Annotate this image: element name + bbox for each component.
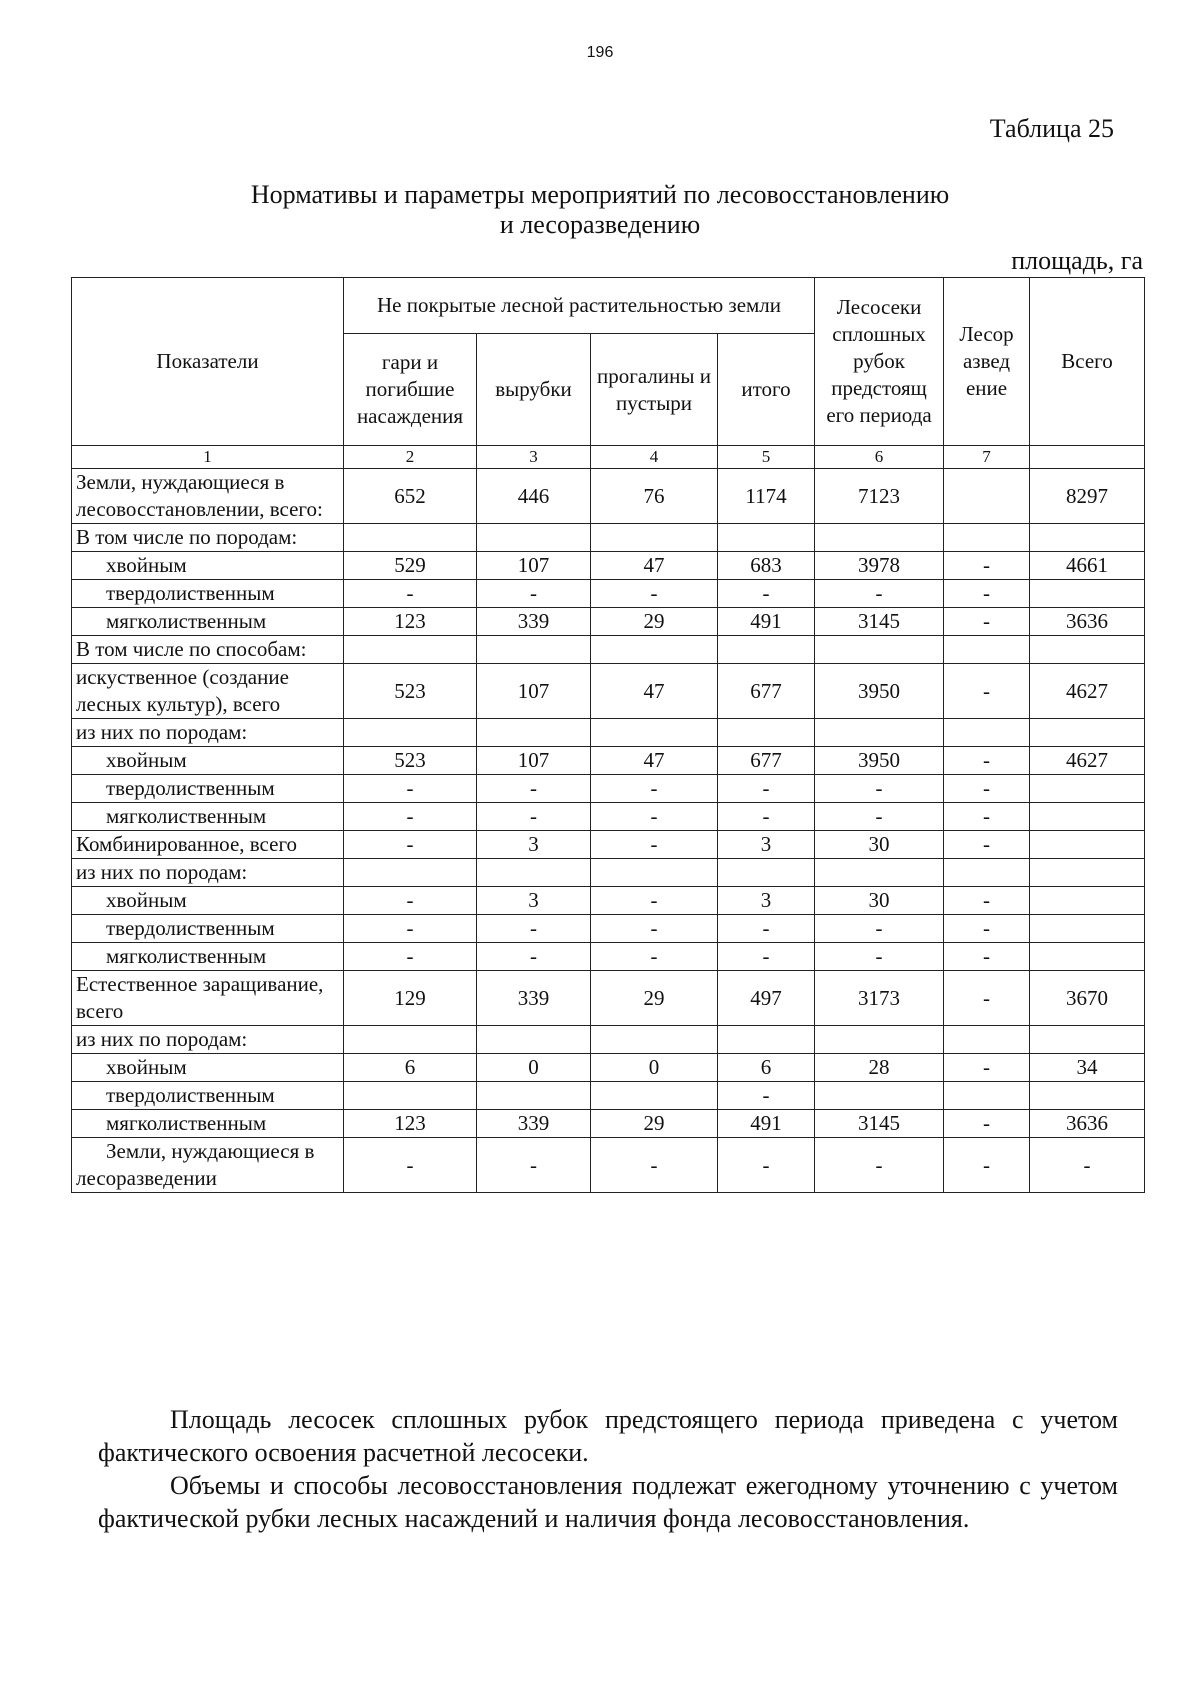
table-cell [1030, 524, 1145, 552]
table-cell: - [718, 580, 815, 608]
column-number: 7 [944, 446, 1030, 469]
table-cell: 47 [591, 664, 718, 719]
row-label: из них по породам: [72, 719, 344, 747]
header-total: Всего [1030, 278, 1145, 446]
table-cell: - [344, 831, 477, 859]
paragraph-2-text: Объемы и способы лесовосстановления подлежат ежегодному уточнению с учетом фактической рубки лесных насаждений и наличия фонда лесовосстановления. [98, 1471, 1118, 1533]
table-cell: - [591, 915, 718, 943]
table-row [72, 887, 1145, 915]
table-cell [477, 636, 591, 664]
table-row [72, 1026, 1145, 1054]
table-cell: 3145 [815, 608, 944, 636]
header-subtotal: итого [718, 334, 815, 446]
table-cell: - [944, 1054, 1030, 1082]
table-cell [477, 719, 591, 747]
row-label: из них по породам: [72, 1026, 344, 1054]
table-cell: 339 [477, 1110, 591, 1138]
table-cell [1030, 775, 1145, 803]
table-cell [344, 1026, 477, 1054]
table-cell: - [944, 1110, 1030, 1138]
table-cell [815, 719, 944, 747]
table-cell: 339 [477, 608, 591, 636]
table-cell: - [718, 1082, 815, 1110]
table-cell: - [944, 608, 1030, 636]
table-cell [344, 859, 477, 887]
table-cell: - [944, 831, 1030, 859]
table-cell: 129 [344, 971, 477, 1026]
table-cell [477, 859, 591, 887]
column-number: 5 [718, 446, 815, 469]
table-cell: - [344, 887, 477, 915]
table-cell: - [944, 803, 1030, 831]
table-cell [815, 1026, 944, 1054]
column-number: 2 [344, 446, 477, 469]
table-cell [944, 1082, 1030, 1110]
table-cell: 677 [718, 664, 815, 719]
table-cell: - [344, 580, 477, 608]
table-row [72, 719, 1145, 747]
table-cell: 529 [344, 552, 477, 580]
row-label: твердолиственным [72, 915, 344, 943]
table-row [72, 608, 1145, 636]
table-cell [718, 524, 815, 552]
table-row [72, 1054, 1145, 1082]
table-cell [815, 1082, 944, 1110]
table-row [72, 915, 1145, 943]
table-row [72, 664, 1145, 719]
header-cuttings: вырубки [477, 334, 591, 446]
table-label: Таблица 25 [989, 114, 1114, 143]
table-cell [344, 1082, 477, 1110]
table-cell [815, 859, 944, 887]
table-cell [477, 1082, 591, 1110]
table-cell: 3 [477, 887, 591, 915]
title-line-2: и лесоразведению [499, 210, 701, 239]
table-row [72, 552, 1145, 580]
table-cell: - [477, 580, 591, 608]
header-indicators: Показатели [72, 278, 344, 446]
table-row [72, 1138, 1145, 1193]
table-cell: 107 [477, 747, 591, 775]
table-row [72, 943, 1145, 971]
row-label: В том числе по способам: [72, 636, 344, 664]
table-cell: 3670 [1030, 971, 1145, 1026]
table-cell: - [944, 664, 1030, 719]
table-cell: 497 [718, 971, 815, 1026]
table-cell: 30 [815, 887, 944, 915]
table-cell: 3978 [815, 552, 944, 580]
table-cell [1030, 719, 1145, 747]
table-cell [344, 524, 477, 552]
paragraph-1-text: Площадь лесосек сплошных рубок предстоящего периода приведена с учетом фактического освоения расчетной лесосеки. [98, 1405, 1118, 1467]
table-cell [591, 1082, 718, 1110]
table-cell: 6 [344, 1054, 477, 1082]
table-cell: - [944, 552, 1030, 580]
table-cell: 4661 [1030, 552, 1145, 580]
header-group: Не покрытые лесной растительностью земли [344, 278, 815, 334]
table-cell [944, 524, 1030, 552]
table-cell: 0 [591, 1054, 718, 1082]
row-label: В том числе по породам: [72, 524, 344, 552]
table-cell: 3 [718, 887, 815, 915]
table-cell [1030, 859, 1145, 887]
table-cell: 491 [718, 1110, 815, 1138]
table-cell: 34 [1030, 1054, 1145, 1082]
table-cell [944, 859, 1030, 887]
table-row [72, 775, 1145, 803]
table-cell: - [591, 1138, 718, 1193]
table-cell: 683 [718, 552, 815, 580]
table-cell: 47 [591, 747, 718, 775]
table-cell [815, 524, 944, 552]
table-cell: 0 [477, 1054, 591, 1082]
table-cell: 652 [344, 469, 477, 524]
table-cell: - [815, 1138, 944, 1193]
table-row [72, 831, 1145, 859]
table-cell: 4627 [1030, 664, 1145, 719]
table-cell: - [718, 803, 815, 831]
table-cell: - [718, 943, 815, 971]
table-cell: - [344, 775, 477, 803]
table-cell: - [815, 915, 944, 943]
table-row [72, 1110, 1145, 1138]
table-cell [718, 1026, 815, 1054]
table-row [72, 1082, 1145, 1110]
row-label: мягколиственным [72, 943, 344, 971]
table-cell: - [591, 803, 718, 831]
table-cell: - [477, 943, 591, 971]
table-cell: - [944, 1138, 1030, 1193]
column-number: 1 [72, 446, 344, 469]
table-cell: - [591, 887, 718, 915]
table-cell: - [344, 803, 477, 831]
table-cell: 339 [477, 971, 591, 1026]
table-cell [591, 524, 718, 552]
row-label: твердолиственным [72, 775, 344, 803]
table-cell: - [477, 803, 591, 831]
column-numbers-row [72, 446, 1145, 469]
table-cell [1030, 943, 1145, 971]
table-cell [718, 859, 815, 887]
table-cell: 123 [344, 1110, 477, 1138]
table-cell: - [944, 887, 1030, 915]
table-cell: 6 [718, 1054, 815, 1082]
table-cell: 3636 [1030, 1110, 1145, 1138]
table-row [72, 524, 1145, 552]
table-cell: - [344, 1138, 477, 1193]
table-cell: 3145 [815, 1110, 944, 1138]
table-cell: - [591, 580, 718, 608]
table-cell: - [591, 943, 718, 971]
data-table [71, 277, 1145, 1193]
table-cell: 8297 [1030, 469, 1145, 524]
row-label: Земли, нуждающиеся в лесовосстановлении, всего: [72, 469, 344, 524]
table-cell: - [591, 831, 718, 859]
table-cell: 107 [477, 664, 591, 719]
table-cell: - [944, 971, 1030, 1026]
table-cell: - [344, 943, 477, 971]
table-cell: 3950 [815, 664, 944, 719]
row-label: хвойным [72, 552, 344, 580]
table-cell: 446 [477, 469, 591, 524]
table-cell [718, 636, 815, 664]
table-cell: 29 [591, 971, 718, 1026]
table-cell: - [944, 580, 1030, 608]
table-cell: 3636 [1030, 608, 1145, 636]
table-cell [1030, 803, 1145, 831]
table-cell [944, 469, 1030, 524]
table-cell: - [718, 1138, 815, 1193]
table-title [0, 180, 1200, 240]
table-cell: 107 [477, 552, 591, 580]
table-cell [1030, 915, 1145, 943]
table-cell: 523 [344, 747, 477, 775]
row-label: из них по породам: [72, 859, 344, 887]
table-cell [591, 859, 718, 887]
table-cell: - [477, 775, 591, 803]
table-cell: 3173 [815, 971, 944, 1026]
table-row [72, 803, 1145, 831]
table-cell: 4627 [1030, 747, 1145, 775]
table-cell: - [718, 915, 815, 943]
row-label: твердолиственным [72, 1082, 344, 1110]
table-cell [718, 719, 815, 747]
table-cell [1030, 831, 1145, 859]
title-line-1: Нормативы и параметры мероприятий по лесовосстановлению [250, 180, 950, 209]
table-row [72, 859, 1145, 887]
table-cell [815, 636, 944, 664]
table-cell: - [344, 915, 477, 943]
row-label: Комбинированное, всего [72, 831, 344, 859]
header-afforestation: Лесор азвед ение [944, 278, 1030, 446]
column-number: 3 [477, 446, 591, 469]
table-cell: 523 [344, 664, 477, 719]
table-cell [1030, 1026, 1145, 1054]
table-cell: 76 [591, 469, 718, 524]
table-cell [344, 636, 477, 664]
table-cell [477, 1026, 591, 1054]
table-cell: - [815, 803, 944, 831]
table-cell: 3950 [815, 747, 944, 775]
row-label: искуственное (создание лесных культур), всего [72, 664, 344, 719]
column-number: 4 [591, 446, 718, 469]
table-cell: 3 [477, 831, 591, 859]
table-cell: 28 [815, 1054, 944, 1082]
table-cell: - [815, 775, 944, 803]
table-cell: 123 [344, 608, 477, 636]
table-cell: 3 [718, 831, 815, 859]
table-cell [591, 636, 718, 664]
table-cell [944, 1026, 1030, 1054]
row-label: мягколиственным [72, 1110, 344, 1138]
paragraph-volumes-note [98, 1469, 1118, 1535]
unit-label: площадь, га [1011, 246, 1143, 275]
table-cell: - [718, 775, 815, 803]
table-cell: 30 [815, 831, 944, 859]
table-cell: 1174 [718, 469, 815, 524]
table-cell: - [944, 915, 1030, 943]
table-cell [1030, 580, 1145, 608]
table-cell: 677 [718, 747, 815, 775]
table-cell: - [1030, 1138, 1145, 1193]
row-label: хвойным [72, 747, 344, 775]
row-label: твердолиственным [72, 580, 344, 608]
table-row [72, 469, 1145, 524]
column-number: 6 [815, 446, 944, 469]
table-cell: 7123 [815, 469, 944, 524]
table-cell: 47 [591, 552, 718, 580]
table-cell [591, 719, 718, 747]
row-label: хвойным [72, 1054, 344, 1082]
table-cell: - [477, 1138, 591, 1193]
table-cell [1030, 1082, 1145, 1110]
table-cell [944, 719, 1030, 747]
table-row [72, 747, 1145, 775]
table-cell: - [944, 943, 1030, 971]
table-cell: - [591, 775, 718, 803]
table-cell: - [944, 775, 1030, 803]
table-row [72, 636, 1145, 664]
header-burned: гари и погибшие насаждения [344, 334, 477, 446]
table-row [72, 580, 1145, 608]
table-cell [944, 636, 1030, 664]
table-cell: 29 [591, 608, 718, 636]
row-label: Естественное заращивание, всего [72, 971, 344, 1026]
column-number [1030, 446, 1145, 469]
table-cell: - [477, 915, 591, 943]
table-cell: 491 [718, 608, 815, 636]
table-cell: 29 [591, 1110, 718, 1138]
table-cell [344, 719, 477, 747]
page-number: 196 [586, 44, 614, 61]
header-glades: прогалины и пустыри [591, 334, 718, 446]
table-cell [591, 1026, 718, 1054]
table-cell [1030, 887, 1145, 915]
paragraph-clearcut-note [98, 1403, 1118, 1469]
table-cell: - [815, 580, 944, 608]
header-clearcut: Лесосеки сплошных рубок предстоящ его периода [815, 278, 944, 446]
table-cell [477, 524, 591, 552]
row-label: мягколиственным [72, 608, 344, 636]
table-row [72, 971, 1145, 1026]
table-cell: - [815, 943, 944, 971]
table-cell: - [944, 747, 1030, 775]
row-label: мягколиственным [72, 803, 344, 831]
table-cell [1030, 636, 1145, 664]
row-label: хвойным [72, 887, 344, 915]
row-label: Земли, нуждающиеся в лесоразведении [72, 1138, 344, 1193]
